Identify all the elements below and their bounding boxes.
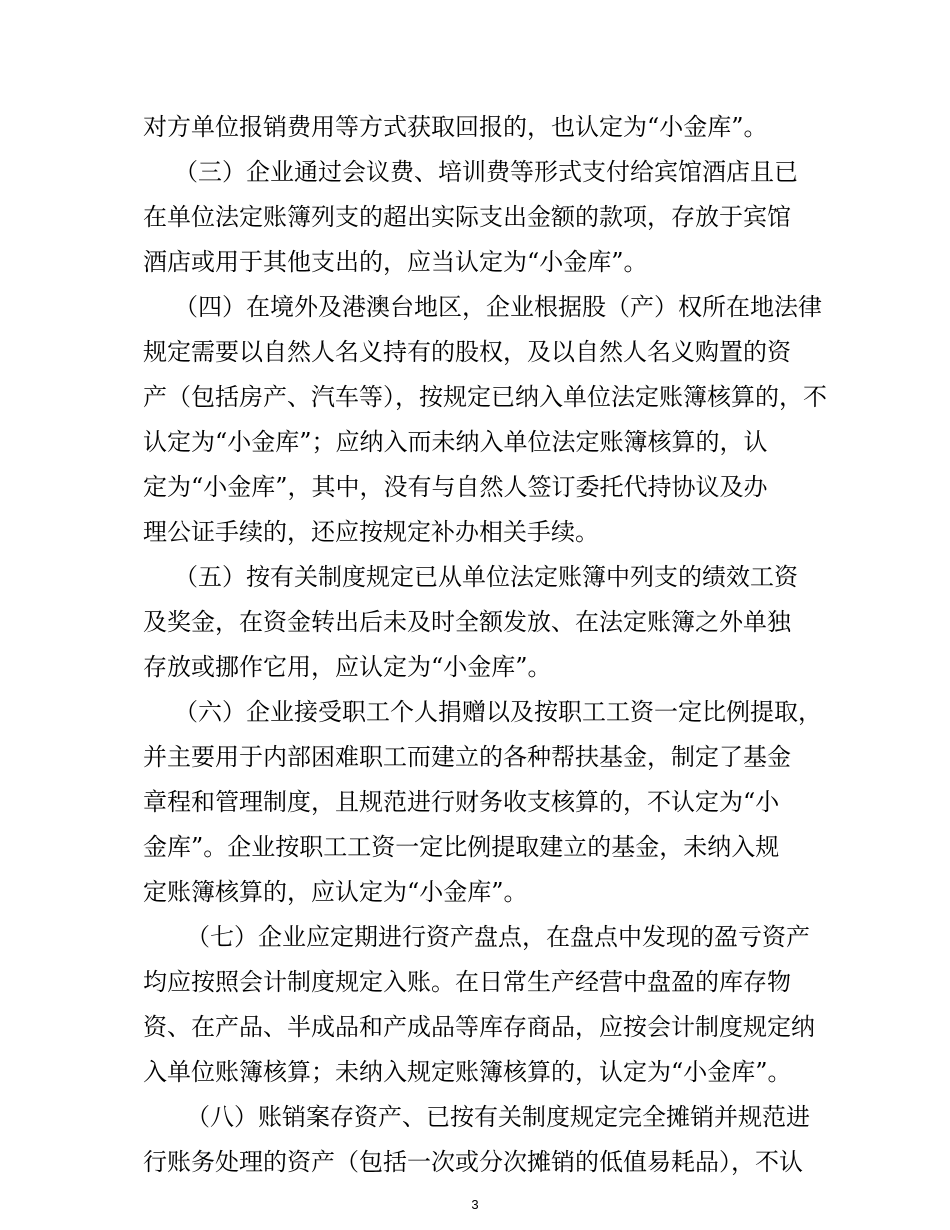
text-line: 规定需要以自然人名义持有的股权，及以自然人名义购置的资 (143, 338, 791, 366)
paragraph-3-start: （三）企业通过会议费、培训费等形式支付给宾馆酒店且已 (174, 158, 798, 186)
text-line: 在单位法定账簿列支的超出实际支出金额的款项，存放于宾馆 (143, 203, 791, 231)
paragraph-8-start: （八）账销案存资产、已按有关制度规定完全摊销并规范进 (186, 1103, 810, 1131)
paragraph-4-start: （四）在境外及港澳台地区，企业根据股（产）权所在地法律 (174, 293, 822, 321)
text-line: 理公证手续的，还应按规定补办相关手续。 (143, 518, 599, 546)
text-line: 行账务处理的资产（包括一次或分次摊销的低值易耗品），不认 (143, 1148, 803, 1176)
text-line: 并主要用于内部困难职工而建立的各种帮扶基金，制定了基金 (143, 743, 791, 771)
text-line: 及奖金，在资金转出后未及时全额发放、在法定账簿之外单独 (143, 608, 791, 636)
text-line: 酒店或用于其他支出的，应当认定为“小金库”。 (143, 248, 648, 276)
text-line: 均应按照会计制度规定入账。在日常生产经营中盘盈的库存物 (143, 968, 791, 996)
text-line: 认定为“小金库”；应纳入而未纳入单位法定账簿核算的，认 (143, 428, 768, 456)
paragraph-5-start: （五）按有关制度规定已从单位法定账簿中列支的绩效工资 (174, 563, 798, 591)
text-line: 定为“小金库”，其中，没有与自然人签订委托代持协议及办 (143, 473, 768, 501)
text-line: 对方单位报销费用等方式获取回报的，也认定为“小金库”。 (143, 113, 768, 141)
paragraph-6-start: （六）企业接受职工个人捐赠以及按职工工资一定比例提取， (174, 698, 822, 726)
text-line: 资、在产品、半成品和产成品等库存商品，应按会计制度规定纳 (143, 1013, 815, 1041)
page-number: 3 (471, 1197, 479, 1212)
paragraph-7-start: （七）企业应定期进行资产盘点，在盘点中发现的盈亏资产 (186, 923, 810, 951)
text-line: 章程和管理制度，且规范进行财务收支核算的，不认定为“小 (143, 788, 780, 816)
text-line: 存放或挪作它用，应认定为“小金库”。 (143, 653, 552, 681)
text-line: 入单位账簿核算；未纳入规定账簿核算的，认定为“小金库”。 (143, 1058, 792, 1086)
text-line: 金库”。企业按职工工资一定比例提取建立的基金，未纳入规 (143, 833, 780, 861)
text-line: 产（包括房产、汽车等），按规定已纳入单位法定账簿核算的，不 (143, 383, 827, 411)
text-line: 定账簿核算的，应认定为“小金库”。 (143, 878, 528, 906)
